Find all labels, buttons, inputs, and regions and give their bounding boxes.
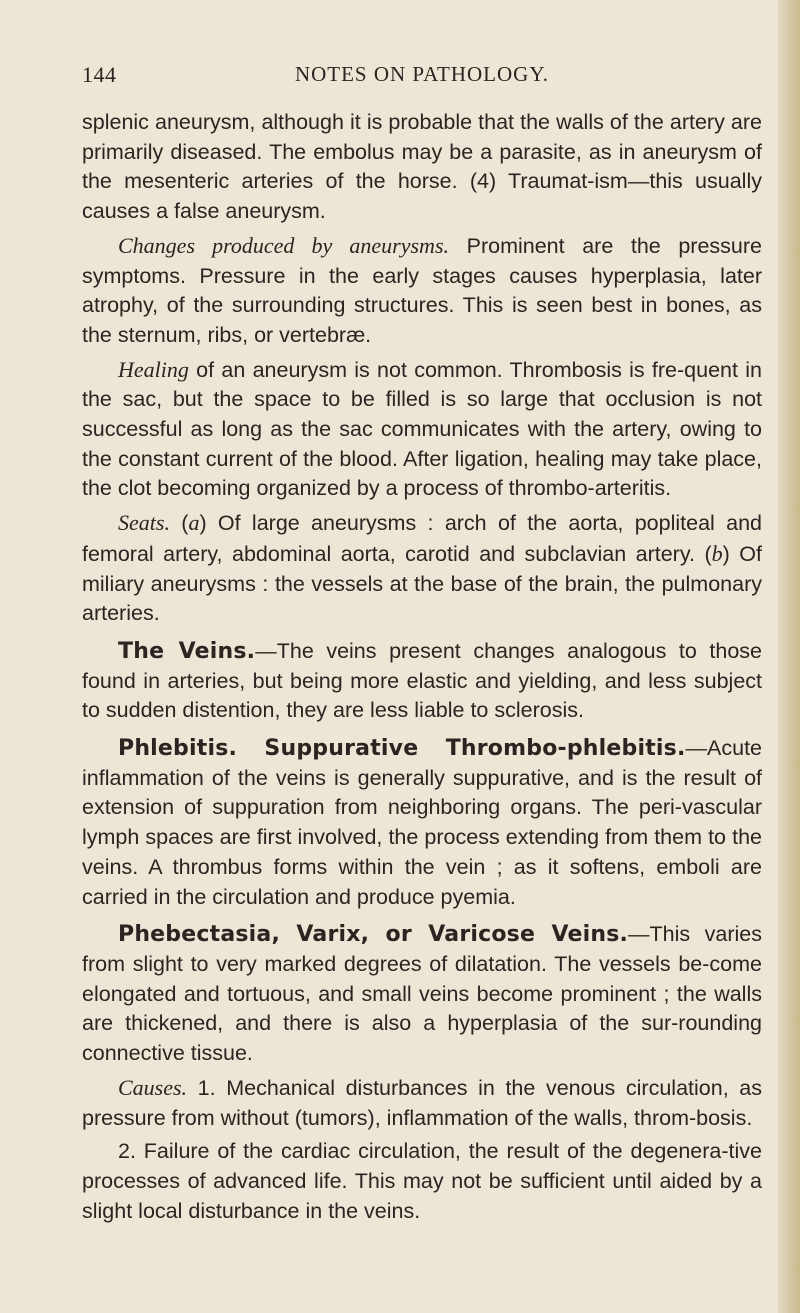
changes-text: Prominent are the pressure symptoms. Pressure in the early stages causes hyperplasia, later atrophy, of the surrounding structures. This is seen best in bones, as the sternum, ribs, or vertebræ. [82,233,762,347]
body-text [82,108,762,1226]
seats-part2: ) Of large aneurysms : arch of the aorta, popliteal and femoral artery, abdominal aorta, carotid and subclavian artery. ( [82,511,762,566]
page-edge-shadow [778,0,800,1313]
page-header [82,62,762,92]
varix-heading: Phebectasia, Varix, or Varicose Veins. [118,922,629,948]
healing-lead: Healing [118,356,189,382]
paragraph-phlebitis [82,734,762,912]
paragraph-healing [82,355,762,505]
seats-part3: ) Of miliary aneurysms : the vessels at the base of the brain, the pulmonary arteries. [82,541,762,626]
seats-a: a [188,510,200,536]
seats-b: b [711,540,723,566]
paragraph-varix [82,920,762,1069]
causes-text: 1. Mechanical disturbances in the venous circulation, as pressure from without (tumors), inflammation of the walls, throm-bosis. [82,1075,762,1130]
varix-text: —This varies from slight to very marked degrees of dilatation. The vessels be-come elongated and tortuous, and small veins become prominent ; the walls are thickened, and there is also a hyperplasia of the sur-rounding connective tissue. [82,922,762,1066]
veins-text: —The veins present changes analogous to those found in arteries, but being more elastic and yielding, and less subject to sudden distention, they are less liable to sclerosis. [82,638,762,723]
seats-part1: ( [169,511,189,536]
paragraph-veins [82,637,762,726]
phlebitis-heading: Phlebitis. Suppurative Thrombo-phlebitis. [118,736,686,762]
healing-text: of an aneurysm is not common. Thrombosis is fre-quent in the sac, but the space to be filled is so large that occlusion is not successful as long as the sac communicates with the artery, owing to the constant current of the blood. After ligation, healing may take place, the clot becoming organized by a process of thrombo-arteritis. [82,357,762,501]
changes-lead: Changes produced by aneurysms. [118,232,450,258]
causes-lead: Causes. [118,1074,188,1100]
veins-heading: The Veins. [118,638,256,664]
paragraph-cardiac: 2. Failure of the cardiac circulation, the result of the degenera-tive processes of advanced life. This may not be sufficient until aided by a slight local disturbance in the veins. [82,1139,762,1223]
seats-lead: Seats. [118,510,170,536]
paragraph-changes [82,231,762,351]
paragraph-aneurysm-causes: splenic aneurysm, although it is probable that the walls of the artery are primarily diseased. The embolus may be a parasite, as in aneurysm of the mesenteric arteries of the horse. (4) Traumat-ism—this usually causes a false aneurysm. [82,110,762,224]
paragraph-causes [82,1073,762,1133]
paragraph-seats [82,508,762,629]
running-head: NOTES ON PATHOLOGY. [294,62,550,86]
page-number: 144 [82,62,117,87]
phlebitis-text: —Acute inflammation of the veins is generally suppurative, and is the result of extension of suppuration from neighboring organs. The peri-vascular lymph spaces are first involved, the process extending from them to the veins. A thrombus forms within the vein ; as it softens, emboli are carried in the circulation and produce pyemia. [82,736,762,909]
